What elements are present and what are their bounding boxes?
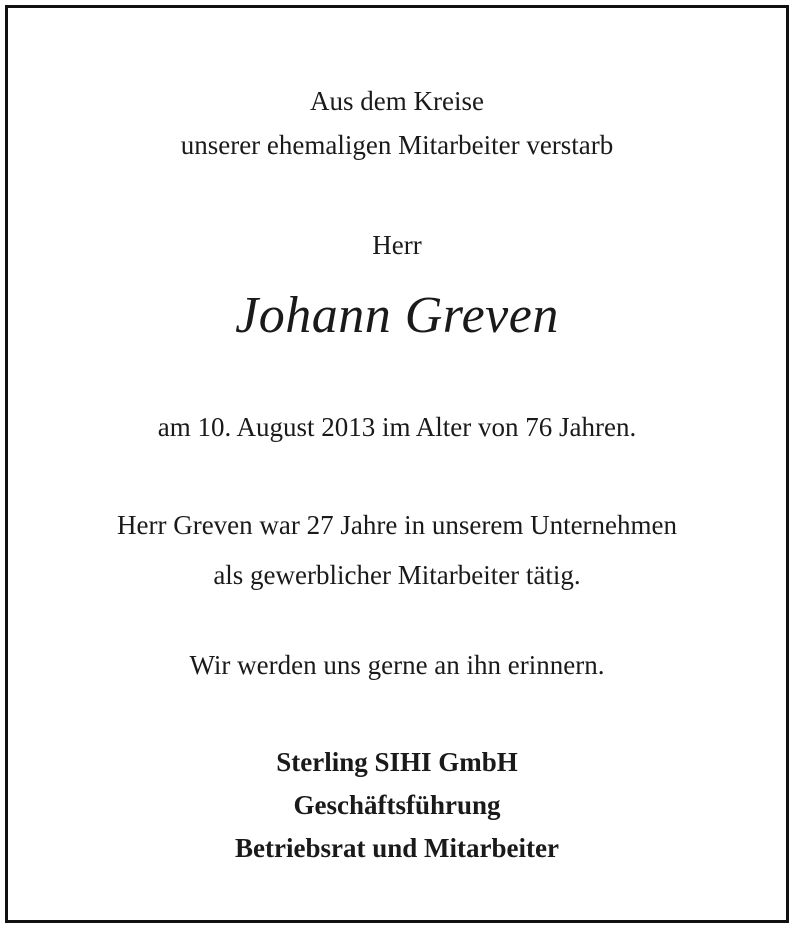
salutation: Herr [372,230,422,260]
death-info: am 10. August 2013 im Alter von 76 Jahren. [157,412,637,442]
intro-line-1: Aus dem Kreise [310,86,484,116]
signature-company: Sterling SIHI GmbH [276,747,518,777]
remembrance-text: Wir werden uns gerne an ihn erinnern. [189,650,605,680]
signature-management: Geschäftsführung [293,790,501,820]
signature-staff: Betriebsrat und Mitarbeiter [235,833,559,863]
intro-line-2: unserer ehemaligen Mitarbeiter verstarb [180,130,614,160]
tenure-line-1: Herr Greven war 27 Jahre in unserem Unternehmen [116,510,678,540]
obituary-notice [5,5,789,923]
tenure-line-2: als gewerblicher Mitarbeiter tätig. [213,560,581,590]
deceased-name: Johann Greven [235,287,559,344]
